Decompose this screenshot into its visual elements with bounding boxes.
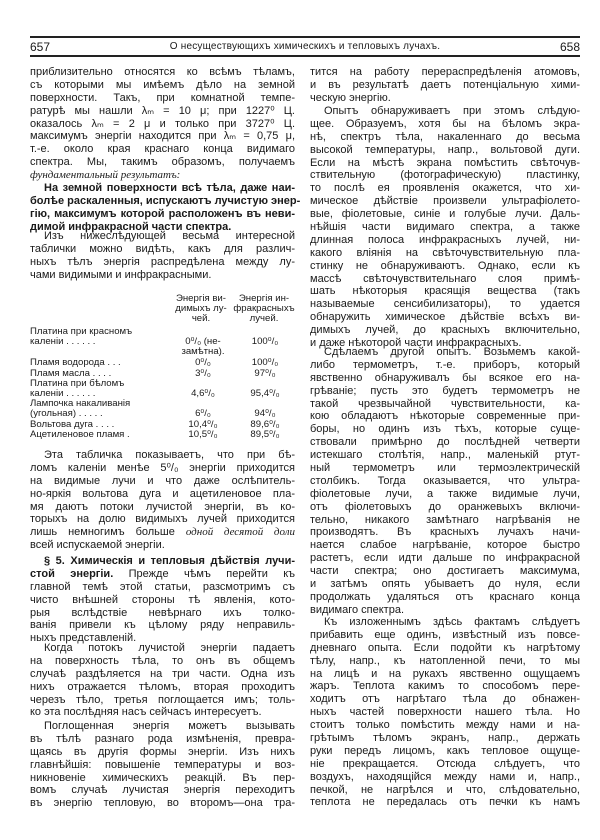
text-line — [30, 526, 295, 539]
label-line: Лампочка накаливанія — [30, 398, 131, 410]
value-line: замѣтна). — [181, 346, 225, 358]
text-line: Изъ нижеслѣдующей весьма интересной — [44, 230, 295, 242]
text-line: Когда потокъ лучистой энергіи падаетъ — [44, 642, 295, 654]
text-line: растетъ, если идти дальше по инфракрасной — [310, 552, 580, 565]
text-line: чами видимыми и инфракрасными. — [30, 268, 212, 281]
text-line: теплота не передалась отъ печки къ намъ — [310, 796, 580, 809]
text-line: части спектра; оно достигаетъ максимума, — [310, 565, 580, 578]
paragraph — [30, 555, 295, 645]
text-line: ствовали примѣрно до послѣдней четверти — [310, 436, 580, 449]
text-line: ныхъ тѣлъ энергія распредѣлена между лу- — [30, 255, 295, 268]
text-line: кою обладаютъ нѣкоторые современные при- — [310, 410, 580, 423]
header-line: лучей. — [249, 313, 279, 325]
text-line: торыхъ на долю видимыхъ лучей приходится — [30, 513, 295, 526]
running-title: О несуществующихъ химическихъ и тепловыхъ лучахъ. — [169, 41, 441, 52]
text-line — [30, 169, 295, 182]
table-header — [170, 294, 232, 325]
label-line: Пламя масла . . . . — [30, 367, 112, 379]
value-line: 3⁰/₀ — [195, 367, 211, 379]
value-line: 10,4⁰/₀ — [188, 418, 218, 430]
header-line: чей. — [191, 313, 211, 325]
text-line: щаясь въ другія формы энергіи. Изъ нихъ — [30, 745, 295, 758]
text-segment: лишь немногимъ больше — [30, 526, 186, 539]
running-header — [30, 40, 580, 54]
value-line: 10,5⁰/₀ — [188, 428, 218, 440]
text-line: всей испускаемой энергіи. — [30, 539, 165, 552]
text-line: на лицѣ и на рукахъ явственно ощущаемъ — [310, 667, 580, 680]
text-line — [30, 555, 295, 568]
text-line: ко эта послѣдняя насъ сейчасъ интересуетъ. — [30, 706, 262, 719]
infrared-energy-value — [235, 337, 295, 347]
text-line: печкой, не нагрѣлся и что, слѣдовательно, — [310, 783, 580, 796]
text-line: видимаго спектра. — [310, 603, 405, 616]
text-line: продолжать удаляться отъ краснаго конца — [310, 590, 580, 603]
text-line: болѣе раскаленныя, испускаютъ лучистую энер- — [30, 194, 301, 207]
value-line: 4,6⁰/₀ — [191, 388, 215, 399]
text-line: вые, фіолетовые, синіе и голубые лучи. Даль- — [310, 208, 580, 221]
text-line: и затѣмъ опять убываетъ до нуля, если — [310, 578, 580, 591]
paragraph — [30, 720, 295, 810]
value-line: 89,6⁰/₀ — [250, 418, 280, 430]
label-line: Пламя водорода . . . — [30, 357, 121, 369]
bold-text: стой энергіи. — [30, 567, 114, 580]
text-line: приблизительно относятся ко всѣмъ тѣламъ, — [30, 66, 295, 78]
text-line: оказалось λₘ = 2 μ и только при 3727⁰ Ц. — [30, 117, 295, 130]
text-line: боры, но одинъ изъ тѣхъ, которые суще- — [310, 423, 580, 436]
text-line: на поверхность тѣла, то онъ въ общемъ — [30, 654, 295, 667]
infrared-energy-value — [235, 369, 295, 379]
page-number-right: 658 — [559, 40, 580, 54]
text-line: ванія привели къ цѣлому ряду неправиль- — [30, 619, 295, 632]
text-line: стоитъ только помѣстить между нами и на- — [310, 719, 580, 732]
text-line: щее. Образуемъ, хотя бы на бѣломъ экра- — [310, 117, 580, 130]
text-line: главнѣйшія: повышеніе температуры и воз- — [30, 758, 295, 771]
text-line: нается слабое нагрѣваніе, которое быстро — [310, 539, 580, 552]
paragraph — [310, 105, 580, 350]
header-bottom-rule — [30, 55, 580, 57]
text-line: длинная полоса инфракрасныхъ лучей, ни- — [310, 233, 580, 246]
italic-text: одной десятой доли — [185, 526, 295, 539]
paragraph — [30, 230, 295, 282]
text-line: нихъ отражается тѣломъ, вторая проходитъ — [30, 680, 295, 693]
text-line: гію, максимумъ которой расположенъ въ неви- — [30, 207, 295, 220]
text-line: ческую энергію. — [310, 91, 391, 104]
text-line: таблички можно видѣть, какъ для различ- — [30, 242, 295, 255]
text-line: ствительную (фотографическую) пластинку, — [310, 169, 580, 182]
text-line: димой инфракрасной части спектра. — [30, 220, 232, 233]
text-line: ніе прекращается. Отсюда слѣдуетъ, что — [310, 757, 580, 770]
text-line: прибавить еще одинъ, извѣстный изъ повсе- — [310, 628, 580, 641]
text-line: ныхъ представленій. — [30, 632, 137, 645]
paragraph — [30, 449, 295, 552]
text-line: на видимые лучи и что даже ослѣпитель- — [30, 474, 295, 487]
value-line: 100⁰/₀ — [251, 336, 279, 348]
text-line: спектра. Мы, такимъ образомъ, получаемъ — [30, 156, 295, 169]
row-label — [30, 327, 160, 347]
text-line: нѣйшія части видимаго спектра, а также — [310, 221, 580, 234]
text-line: воздухъ, находящійся между нами и, напр., — [310, 770, 580, 783]
text-line: называемые сенсибилизаторы), то удается — [310, 298, 580, 311]
label-line: (угольная) . . . . . — [30, 408, 103, 420]
text-line: чисто внѣшней стороны тѣ явленія, кото- — [30, 593, 295, 606]
value-line: 97⁰/₀ — [254, 367, 276, 379]
header-line: димыхъ лу- — [175, 303, 227, 315]
table-row — [30, 399, 295, 419]
text-line: дневнаго опыта. Если подойти къ нагрѣтому — [310, 641, 580, 654]
text-line: На земной поверхности всѣ тѣла, даже наи- — [44, 182, 295, 194]
paragraph — [30, 66, 295, 182]
text-line: т.-е. около края краснаго конца видимаго — [30, 143, 295, 156]
paragraph — [310, 616, 580, 809]
visible-energy-value — [173, 369, 233, 379]
text-line: грѣваніе; пусть это будетъ термометръ не — [310, 384, 580, 397]
text-line: ломъ каленіи менѣе 5⁰/₀ энергіи приходится — [30, 461, 295, 474]
header-line: Энергія ви- — [175, 293, 226, 304]
italic-text: фундаментальный результатъ: — [30, 169, 181, 182]
text-line: ходитъ отъ нагрѣтаго тѣла до обнажен- — [310, 693, 580, 706]
infrared-energy-value — [235, 389, 295, 399]
label-line: Платина при красномъ — [30, 326, 133, 337]
table-row — [30, 379, 295, 399]
value-line: 89,5⁰/₀ — [250, 428, 280, 440]
text-line: ный термометръ или термоэлектрическій — [310, 462, 580, 475]
text-line: тѣлу, напр., къ натопленной печи, то мы — [310, 654, 580, 667]
value-line: 0⁰/₀ — [195, 357, 211, 369]
text-line: черезъ тѣло, третья поглощается имъ; толь- — [30, 693, 295, 706]
text-line — [30, 568, 295, 581]
text-line: максимумъ энергіи находится при λₘ = 0,75 μ, — [30, 130, 295, 143]
text-line: Сдѣлаемъ другой опытъ. Возьмемъ какой- — [324, 346, 580, 358]
label-line: Платина при бѣломъ — [30, 377, 125, 389]
text-line: рыя вслѣдствіе невѣрнаго ихъ толко- — [30, 606, 295, 619]
text-line: жаръ. Теплота какимъ то способомъ пере- — [310, 680, 580, 693]
text-line: явственно обнаруживалъ бы всякое его на- — [310, 371, 580, 384]
text-line: Если на мѣстѣ экрана помѣстить свѣточув- — [310, 156, 580, 169]
text-line: руки передъ лицомъ, какъ тепловое ощуще- — [310, 744, 580, 757]
text-line: столбикъ. Тогда оказывается, что ультра- — [310, 474, 580, 487]
text-line: истекшаго столѣтія, напр., маленькій ртут- — [310, 449, 580, 462]
text-line: стинку не обнаруживаютъ. Однако, если къ — [310, 259, 580, 272]
text-line: съ которыми мы имѣемъ дѣло на земной — [30, 78, 295, 91]
value-line: 0⁰/₀ (не- — [185, 336, 221, 348]
value-line: 94⁰/₀ — [254, 408, 276, 420]
label-line: Вольтова дуга . . . . — [30, 418, 115, 430]
text-line: вомъ случаѣ лучистая энергія переходитъ — [30, 784, 295, 797]
row-label — [30, 399, 160, 419]
text-line: тельно, никакого замѣтнаго нагрѣванія не — [310, 513, 580, 526]
paragraph — [30, 642, 295, 719]
visible-energy-value — [173, 389, 233, 399]
text-line: грѣтымъ тѣломъ экранъ, напр., держать — [310, 732, 580, 745]
row-label — [30, 430, 160, 440]
text-line: нѣ, спектръ тѣла, накаленнаго до весьма — [310, 130, 580, 143]
label-line: каленіи . . . . . . — [30, 388, 96, 400]
text-segment: Прежде чѣмъ перейти къ — [113, 567, 295, 580]
text-line: либо термометръ, т.-е. приборъ, который — [310, 358, 580, 371]
text-line: массѣ свѣточувствительнаго слоя примѣ- — [310, 272, 580, 285]
header-top-rule — [30, 36, 580, 38]
header-line: Энергія ин- — [238, 293, 290, 304]
text-line: какого вліянія на свѣточувствительную пла- — [310, 246, 580, 259]
label-line: каленіи . . . . . . — [30, 336, 96, 348]
value-line: 6⁰/₀ — [195, 408, 211, 420]
text-line: въ тѣлѣ разнаго рода измѣненія, превра- — [30, 732, 295, 745]
text-line: Поглощенная энергія можетъ вызывать — [44, 720, 295, 732]
row-label — [30, 379, 160, 399]
text-line: поверхности. Такъ, при комнатной темпе- — [30, 91, 295, 104]
text-line: такой чрезвычайной чувствительности, ка- — [310, 397, 580, 410]
text-line: то послѣ ея проявленія окажется, что хи- — [310, 182, 580, 195]
text-line: въ энергію тепловую, во второмъ—она тра- — [30, 797, 295, 810]
bold-text: § 5. Химическія и тепловыя дѣйствія лучи- — [44, 555, 295, 567]
text-line: Опытъ обнаруживаетъ при этомъ слѣдую- — [324, 105, 580, 117]
paragraph — [30, 182, 301, 234]
paragraph — [310, 66, 580, 105]
text-line: отъ фіолетовыхъ до оранжевыхъ включи- — [310, 500, 580, 513]
text-line: случаѣ раздѣляется на три части. Одна изъ — [30, 667, 295, 680]
text-line: но-яркія вольтова дуга и ацетиленовое пла- — [30, 487, 295, 500]
text-line: ныхъ частей поверхности нашего тѣла. Но — [310, 706, 580, 719]
text-line: высокой температуры, напр., вольтовой дуги. — [310, 143, 580, 156]
text-line: и даже нѣкоторой части инфракрасныхъ. — [310, 337, 522, 350]
text-line: главной темѣ этой статьи, разсмотримъ съ — [30, 580, 295, 593]
text-line: мическое дѣйствіе произвели ультрафіолето- — [310, 195, 580, 208]
header-line: фракрасныхъ — [233, 303, 295, 315]
infrared-energy-value — [235, 430, 295, 440]
table-body — [30, 327, 295, 440]
text-line: никновеніе химическихъ реакцій. Въ пер- — [30, 771, 295, 784]
text-line: Къ изложеннымъ здѣсь фактамъ слѣдуетъ — [324, 616, 580, 628]
page-number-left: 657 — [30, 40, 51, 54]
visible-energy-value — [173, 337, 233, 357]
text-line: димыхъ лучей, до красныхъ включительно, — [310, 324, 580, 337]
text-line: фіолетовые лучи, а также видимые лучи, — [310, 487, 580, 500]
visible-energy-value — [173, 430, 233, 440]
value-line: 100⁰/₀ — [251, 357, 279, 369]
text-line: обнаружить химическое дѣйствіе всѣхъ ви- — [310, 311, 580, 324]
text-line: шать нѣкоторыя красящія вещества (такъ — [310, 285, 580, 298]
table-header — [233, 294, 295, 325]
table-row — [30, 326, 295, 358]
value-line: 95,4⁰/₀ — [250, 388, 280, 399]
table-row — [30, 430, 295, 440]
text-line: тится на работу перераспредѣленія атомовъ, — [310, 66, 580, 78]
text-line: мя даютъ потоки лучистой энергіи, въ ко- — [30, 500, 295, 513]
text-line: производятъ. Въ красныхъ лучахъ начи- — [310, 526, 580, 539]
paragraph — [310, 346, 580, 617]
text-line: Эта табличка показываетъ, что при бѣ- — [44, 449, 295, 461]
label-line: Ацетиленовое пламя . — [30, 428, 130, 440]
text-line: ратурѣ мы нашли λₘ = 10 μ; при 1227⁰ Ц. — [30, 104, 295, 117]
text-line: и въ результатѣ даетъ потенціальную хими- — [310, 78, 580, 91]
